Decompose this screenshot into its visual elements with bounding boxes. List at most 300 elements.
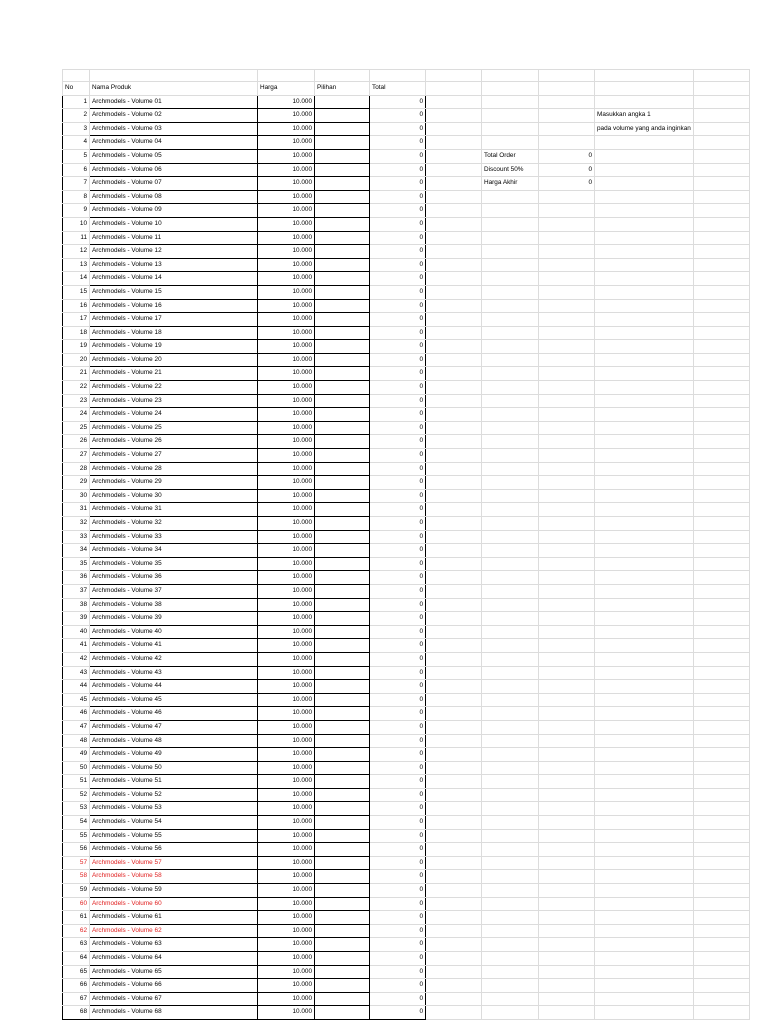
- cell[interactable]: [539, 285, 595, 299]
- cell[interactable]: [539, 476, 595, 490]
- row-pilihan-input[interactable]: [315, 435, 370, 449]
- row-total[interactable]: 0: [370, 177, 426, 191]
- row-product-name[interactable]: Archmodels - Volume 17: [90, 313, 258, 327]
- cell[interactable]: [693, 109, 749, 123]
- row-harga[interactable]: 10.000: [258, 952, 315, 966]
- row-no[interactable]: 37: [63, 584, 90, 598]
- row-pilihan-input[interactable]: [315, 340, 370, 354]
- cell[interactable]: [539, 748, 595, 762]
- row-total[interactable]: 0: [370, 449, 426, 463]
- cell[interactable]: [539, 231, 595, 245]
- cell[interactable]: [595, 680, 694, 694]
- row-product-name[interactable]: Archmodels - Volume 66: [90, 979, 258, 993]
- cell[interactable]: [426, 272, 482, 286]
- row-total[interactable]: 0: [370, 340, 426, 354]
- row-harga[interactable]: 10.000: [258, 122, 315, 136]
- row-harga[interactable]: 10.000: [258, 299, 315, 313]
- row-no[interactable]: 52: [63, 788, 90, 802]
- row-product-name[interactable]: Archmodels - Volume 08: [90, 190, 258, 204]
- cell[interactable]: [426, 353, 482, 367]
- cell[interactable]: [482, 217, 539, 231]
- cell[interactable]: [539, 720, 595, 734]
- row-total[interactable]: 0: [370, 136, 426, 150]
- cell[interactable]: [693, 639, 749, 653]
- row-product-name[interactable]: Archmodels - Volume 44: [90, 680, 258, 694]
- row-harga[interactable]: 10.000: [258, 381, 315, 395]
- row-harga[interactable]: 10.000: [258, 680, 315, 694]
- row-product-name[interactable]: Archmodels - Volume 26: [90, 435, 258, 449]
- cell[interactable]: [693, 122, 749, 136]
- cell[interactable]: [539, 680, 595, 694]
- row-pilihan-input[interactable]: [315, 299, 370, 313]
- row-pilihan-input[interactable]: [315, 285, 370, 299]
- row-no[interactable]: 17: [63, 313, 90, 327]
- cell[interactable]: [482, 299, 539, 313]
- cell[interactable]: [539, 707, 595, 721]
- row-total[interactable]: 0: [370, 1006, 426, 1020]
- cell[interactable]: [693, 625, 749, 639]
- row-pilihan-input[interactable]: [315, 816, 370, 830]
- cell[interactable]: [693, 775, 749, 789]
- cell[interactable]: [595, 381, 694, 395]
- cell[interactable]: [595, 204, 694, 218]
- row-harga[interactable]: 10.000: [258, 571, 315, 585]
- row-harga[interactable]: 10.000: [258, 408, 315, 422]
- row-total[interactable]: 0: [370, 666, 426, 680]
- row-no[interactable]: 50: [63, 761, 90, 775]
- row-pilihan-input[interactable]: [315, 666, 370, 680]
- cell[interactable]: [426, 367, 482, 381]
- header-no[interactable]: No: [63, 82, 90, 96]
- row-total[interactable]: 0: [370, 489, 426, 503]
- cell[interactable]: [426, 761, 482, 775]
- cell[interactable]: [482, 109, 539, 123]
- cell[interactable]: [539, 952, 595, 966]
- cell[interactable]: [482, 992, 539, 1006]
- cell[interactable]: [539, 340, 595, 354]
- row-total[interactable]: 0: [370, 639, 426, 653]
- row-pilihan-input[interactable]: [315, 952, 370, 966]
- cell[interactable]: [595, 313, 694, 327]
- row-pilihan-input[interactable]: [315, 517, 370, 531]
- cell[interactable]: [693, 884, 749, 898]
- row-no[interactable]: 8: [63, 190, 90, 204]
- cell[interactable]: [693, 843, 749, 857]
- row-product-name[interactable]: Archmodels - Volume 48: [90, 734, 258, 748]
- row-product-name[interactable]: Archmodels - Volume 54: [90, 816, 258, 830]
- row-pilihan-input[interactable]: [315, 707, 370, 721]
- cell[interactable]: [426, 639, 482, 653]
- cell[interactable]: [426, 530, 482, 544]
- cell[interactable]: [693, 952, 749, 966]
- cell[interactable]: [426, 965, 482, 979]
- cell[interactable]: [426, 204, 482, 218]
- row-pilihan-input[interactable]: [315, 829, 370, 843]
- cell[interactable]: [370, 70, 426, 82]
- row-total[interactable]: 0: [370, 625, 426, 639]
- cell[interactable]: [482, 340, 539, 354]
- row-product-name[interactable]: Archmodels - Volume 52: [90, 788, 258, 802]
- row-product-name[interactable]: Archmodels - Volume 24: [90, 408, 258, 422]
- row-total[interactable]: 0: [370, 680, 426, 694]
- row-total[interactable]: 0: [370, 299, 426, 313]
- row-pilihan-input[interactable]: [315, 761, 370, 775]
- cell[interactable]: [539, 816, 595, 830]
- cell[interactable]: [693, 1006, 749, 1020]
- row-product-name[interactable]: Archmodels - Volume 35: [90, 557, 258, 571]
- cell[interactable]: [595, 884, 694, 898]
- row-total[interactable]: 0: [370, 231, 426, 245]
- row-harga[interactable]: 10.000: [258, 530, 315, 544]
- row-product-name[interactable]: Archmodels - Volume 46: [90, 707, 258, 721]
- row-harga[interactable]: 10.000: [258, 272, 315, 286]
- row-harga[interactable]: 10.000: [258, 217, 315, 231]
- row-pilihan-input[interactable]: [315, 122, 370, 136]
- cell[interactable]: [595, 666, 694, 680]
- cell[interactable]: [693, 544, 749, 558]
- row-no[interactable]: 9: [63, 204, 90, 218]
- row-pilihan-input[interactable]: [315, 734, 370, 748]
- row-total[interactable]: 0: [370, 381, 426, 395]
- cell[interactable]: [426, 285, 482, 299]
- row-pilihan-input[interactable]: [315, 326, 370, 340]
- cell[interactable]: [693, 462, 749, 476]
- cell[interactable]: [595, 897, 694, 911]
- cell[interactable]: [426, 952, 482, 966]
- row-pilihan-input[interactable]: [315, 911, 370, 925]
- row-no[interactable]: 27: [63, 449, 90, 463]
- summary-label[interactable]: Discount 50%: [482, 163, 539, 177]
- cell[interactable]: [693, 707, 749, 721]
- row-harga[interactable]: 10.000: [258, 136, 315, 150]
- row-product-name[interactable]: Archmodels - Volume 41: [90, 639, 258, 653]
- cell[interactable]: [539, 884, 595, 898]
- row-product-name[interactable]: Archmodels - Volume 27: [90, 449, 258, 463]
- cell[interactable]: [693, 503, 749, 517]
- cell[interactable]: [482, 870, 539, 884]
- cell[interactable]: [482, 476, 539, 490]
- row-no[interactable]: 53: [63, 802, 90, 816]
- row-harga[interactable]: 10.000: [258, 707, 315, 721]
- row-total[interactable]: 0: [370, 95, 426, 109]
- row-total[interactable]: 0: [370, 503, 426, 517]
- row-total[interactable]: 0: [370, 992, 426, 1006]
- cell[interactable]: [482, 680, 539, 694]
- row-product-name[interactable]: Archmodels - Volume 09: [90, 204, 258, 218]
- cell[interactable]: [426, 829, 482, 843]
- row-pilihan-input[interactable]: [315, 557, 370, 571]
- row-product-name[interactable]: Archmodels - Volume 22: [90, 381, 258, 395]
- cell[interactable]: [482, 598, 539, 612]
- row-no[interactable]: 24: [63, 408, 90, 422]
- cell[interactable]: [426, 924, 482, 938]
- cell[interactable]: [595, 829, 694, 843]
- row-pilihan-input[interactable]: [315, 639, 370, 653]
- row-product-name[interactable]: Archmodels - Volume 67: [90, 992, 258, 1006]
- cell[interactable]: [693, 408, 749, 422]
- cell[interactable]: [426, 557, 482, 571]
- cell[interactable]: [426, 109, 482, 123]
- cell[interactable]: [482, 557, 539, 571]
- cell[interactable]: [426, 938, 482, 952]
- row-harga[interactable]: 10.000: [258, 258, 315, 272]
- cell[interactable]: [426, 476, 482, 490]
- row-no[interactable]: 61: [63, 911, 90, 925]
- row-no[interactable]: 49: [63, 748, 90, 762]
- row-pilihan-input[interactable]: [315, 612, 370, 626]
- cell[interactable]: [426, 421, 482, 435]
- row-total[interactable]: 0: [370, 720, 426, 734]
- row-product-name[interactable]: Archmodels - Volume 29: [90, 476, 258, 490]
- row-product-name[interactable]: Archmodels - Volume 36: [90, 571, 258, 585]
- cell[interactable]: [539, 109, 595, 123]
- cell[interactable]: [539, 190, 595, 204]
- cell[interactable]: [539, 530, 595, 544]
- cell[interactable]: [482, 122, 539, 136]
- cell[interactable]: [595, 70, 694, 82]
- cell[interactable]: [539, 856, 595, 870]
- cell[interactable]: [482, 965, 539, 979]
- row-total[interactable]: 0: [370, 571, 426, 585]
- cell[interactable]: [426, 489, 482, 503]
- cell[interactable]: [426, 911, 482, 925]
- cell[interactable]: [595, 734, 694, 748]
- row-no[interactable]: 14: [63, 272, 90, 286]
- cell[interactable]: [63, 70, 90, 82]
- cell[interactable]: [595, 625, 694, 639]
- cell[interactable]: [482, 979, 539, 993]
- cell[interactable]: [482, 952, 539, 966]
- cell[interactable]: [595, 856, 694, 870]
- cell[interactable]: [426, 231, 482, 245]
- cell[interactable]: [426, 136, 482, 150]
- row-product-name[interactable]: Archmodels - Volume 19: [90, 340, 258, 354]
- row-harga[interactable]: 10.000: [258, 856, 315, 870]
- cell[interactable]: [482, 258, 539, 272]
- cell[interactable]: [539, 544, 595, 558]
- cell[interactable]: [595, 245, 694, 259]
- row-no[interactable]: 66: [63, 979, 90, 993]
- summary-value[interactable]: 0: [539, 163, 595, 177]
- cell[interactable]: [539, 245, 595, 259]
- cell[interactable]: [693, 245, 749, 259]
- row-harga[interactable]: 10.000: [258, 720, 315, 734]
- cell[interactable]: [693, 680, 749, 694]
- cell[interactable]: [482, 938, 539, 952]
- cell[interactable]: [595, 707, 694, 721]
- row-total[interactable]: 0: [370, 313, 426, 327]
- row-harga[interactable]: 10.000: [258, 95, 315, 109]
- row-total[interactable]: 0: [370, 748, 426, 762]
- row-harga[interactable]: 10.000: [258, 149, 315, 163]
- cell[interactable]: [482, 394, 539, 408]
- cell[interactable]: [693, 476, 749, 490]
- row-no[interactable]: 13: [63, 258, 90, 272]
- row-harga[interactable]: 10.000: [258, 884, 315, 898]
- row-total[interactable]: 0: [370, 612, 426, 626]
- cell[interactable]: [539, 82, 595, 96]
- cell[interactable]: [315, 70, 370, 82]
- row-no[interactable]: 20: [63, 353, 90, 367]
- row-no[interactable]: 68: [63, 1006, 90, 1020]
- cell[interactable]: [595, 843, 694, 857]
- cell[interactable]: [595, 979, 694, 993]
- cell[interactable]: [539, 734, 595, 748]
- row-total[interactable]: 0: [370, 775, 426, 789]
- summary-label[interactable]: Total Order: [482, 149, 539, 163]
- row-harga[interactable]: 10.000: [258, 802, 315, 816]
- row-product-name[interactable]: Archmodels - Volume 50: [90, 761, 258, 775]
- row-no[interactable]: 2: [63, 109, 90, 123]
- row-harga[interactable]: 10.000: [258, 489, 315, 503]
- cell[interactable]: [595, 870, 694, 884]
- cell[interactable]: [539, 517, 595, 531]
- row-product-name[interactable]: Archmodels - Volume 30: [90, 489, 258, 503]
- row-harga[interactable]: 10.000: [258, 163, 315, 177]
- summary-label[interactable]: Harga Akhir: [482, 177, 539, 191]
- row-pilihan-input[interactable]: [315, 992, 370, 1006]
- row-no[interactable]: 59: [63, 884, 90, 898]
- cell[interactable]: [595, 231, 694, 245]
- cell[interactable]: [539, 829, 595, 843]
- cell[interactable]: [693, 748, 749, 762]
- row-pilihan-input[interactable]: [315, 421, 370, 435]
- row-no[interactable]: 39: [63, 612, 90, 626]
- cell[interactable]: [693, 938, 749, 952]
- cell[interactable]: [539, 489, 595, 503]
- cell[interactable]: [693, 965, 749, 979]
- row-product-name[interactable]: Archmodels - Volume 05: [90, 149, 258, 163]
- cell[interactable]: [539, 299, 595, 313]
- cell[interactable]: [482, 897, 539, 911]
- cell[interactable]: [595, 190, 694, 204]
- cell[interactable]: [693, 612, 749, 626]
- cell[interactable]: [482, 802, 539, 816]
- cell[interactable]: [482, 313, 539, 327]
- cell[interactable]: [595, 965, 694, 979]
- cell[interactable]: [482, 707, 539, 721]
- cell[interactable]: [426, 82, 482, 96]
- row-pilihan-input[interactable]: [315, 530, 370, 544]
- cell[interactable]: [482, 367, 539, 381]
- row-total[interactable]: 0: [370, 788, 426, 802]
- cell[interactable]: [482, 884, 539, 898]
- cell[interactable]: [595, 517, 694, 531]
- cell[interactable]: [539, 258, 595, 272]
- row-pilihan-input[interactable]: [315, 693, 370, 707]
- row-total[interactable]: 0: [370, 272, 426, 286]
- row-product-name[interactable]: Archmodels - Volume 64: [90, 952, 258, 966]
- row-total[interactable]: 0: [370, 584, 426, 598]
- row-total[interactable]: 0: [370, 884, 426, 898]
- cell[interactable]: [539, 503, 595, 517]
- row-total[interactable]: 0: [370, 394, 426, 408]
- row-pilihan-input[interactable]: [315, 965, 370, 979]
- cell[interactable]: [693, 666, 749, 680]
- summary-value[interactable]: 0: [539, 177, 595, 191]
- cell[interactable]: [693, 517, 749, 531]
- cell[interactable]: [693, 449, 749, 463]
- cell[interactable]: [482, 612, 539, 626]
- cell[interactable]: [595, 530, 694, 544]
- row-total[interactable]: 0: [370, 816, 426, 830]
- row-pilihan-input[interactable]: [315, 258, 370, 272]
- row-pilihan-input[interactable]: [315, 598, 370, 612]
- row-harga[interactable]: 10.000: [258, 313, 315, 327]
- cell[interactable]: [595, 693, 694, 707]
- row-no[interactable]: 67: [63, 992, 90, 1006]
- row-pilihan-input[interactable]: [315, 367, 370, 381]
- row-total[interactable]: 0: [370, 856, 426, 870]
- row-harga[interactable]: 10.000: [258, 734, 315, 748]
- row-product-name[interactable]: Archmodels - Volume 06: [90, 163, 258, 177]
- cell[interactable]: [482, 95, 539, 109]
- row-pilihan-input[interactable]: [315, 788, 370, 802]
- cell[interactable]: [693, 652, 749, 666]
- cell[interactable]: [539, 381, 595, 395]
- cell[interactable]: [693, 149, 749, 163]
- cell[interactable]: [482, 625, 539, 639]
- row-total[interactable]: 0: [370, 897, 426, 911]
- row-product-name[interactable]: Archmodels - Volume 39: [90, 612, 258, 626]
- row-total[interactable]: 0: [370, 326, 426, 340]
- cell[interactable]: [482, 136, 539, 150]
- row-product-name[interactable]: Archmodels - Volume 60: [90, 897, 258, 911]
- row-no[interactable]: 47: [63, 720, 90, 734]
- cell[interactable]: [426, 979, 482, 993]
- cell[interactable]: [482, 639, 539, 653]
- row-product-name[interactable]: Archmodels - Volume 31: [90, 503, 258, 517]
- row-product-name[interactable]: Archmodels - Volume 10: [90, 217, 258, 231]
- cell[interactable]: [426, 95, 482, 109]
- row-no[interactable]: 28: [63, 462, 90, 476]
- cell[interactable]: [539, 924, 595, 938]
- cell[interactable]: [595, 992, 694, 1006]
- row-no[interactable]: 60: [63, 897, 90, 911]
- row-harga[interactable]: 10.000: [258, 204, 315, 218]
- row-product-name[interactable]: Archmodels - Volume 34: [90, 544, 258, 558]
- row-no[interactable]: 58: [63, 870, 90, 884]
- cell[interactable]: [539, 788, 595, 802]
- cell[interactable]: [482, 571, 539, 585]
- cell[interactable]: [595, 217, 694, 231]
- row-harga[interactable]: 10.000: [258, 326, 315, 340]
- cell[interactable]: [539, 353, 595, 367]
- cell[interactable]: [595, 639, 694, 653]
- row-harga[interactable]: 10.000: [258, 231, 315, 245]
- row-no[interactable]: 40: [63, 625, 90, 639]
- cell[interactable]: [539, 408, 595, 422]
- cell[interactable]: [426, 720, 482, 734]
- row-total[interactable]: 0: [370, 979, 426, 993]
- cell[interactable]: [482, 70, 539, 82]
- cell[interactable]: [426, 122, 482, 136]
- row-no[interactable]: 18: [63, 326, 90, 340]
- row-total[interactable]: 0: [370, 693, 426, 707]
- cell[interactable]: [595, 761, 694, 775]
- cell[interactable]: [258, 70, 315, 82]
- row-pilihan-input[interactable]: [315, 204, 370, 218]
- row-total[interactable]: 0: [370, 163, 426, 177]
- row-product-name[interactable]: Archmodels - Volume 11: [90, 231, 258, 245]
- row-product-name[interactable]: Archmodels - Volume 32: [90, 517, 258, 531]
- cell[interactable]: [595, 340, 694, 354]
- header-nama-produk[interactable]: Nama Produk: [90, 82, 258, 96]
- row-no[interactable]: 43: [63, 666, 90, 680]
- cell[interactable]: [539, 666, 595, 680]
- cell[interactable]: [693, 177, 749, 191]
- cell[interactable]: [595, 775, 694, 789]
